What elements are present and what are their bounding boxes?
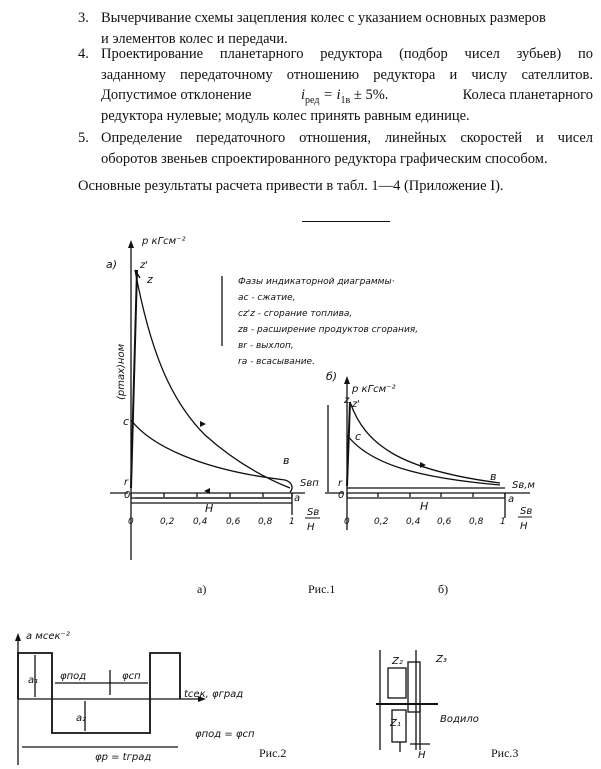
fig2-phi-p: φр = tград	[95, 752, 152, 763]
point-zero: 0	[338, 490, 345, 501]
x-tick: 0	[128, 517, 134, 527]
figure-1	[0, 230, 601, 570]
item-line: Вычерчивание схемы зацепления колес с указанием основных размеров	[101, 10, 546, 26]
fig1-caption-b: б)	[438, 582, 449, 596]
point-b: в	[490, 470, 497, 483]
legend-title: Фазы индикаторной диаграммы·	[238, 277, 395, 287]
item-line: Определение передаточного отношения, линейных скоростей и чисел	[101, 130, 593, 146]
x-tick: 0,6	[437, 517, 452, 527]
legend-item: zв - расширение продуктов сгорания,	[238, 325, 419, 335]
h-label: H	[205, 502, 214, 515]
fig1-label-b: б)	[326, 370, 338, 383]
fig2-y-axis: a мсек⁻²	[26, 631, 70, 642]
fig3-z1: Z₁	[390, 718, 401, 729]
item-number: 3.	[78, 10, 89, 26]
item-line: оборотов звеньев спроектированного редуктора графическим способом.	[101, 150, 548, 167]
frac-den: H	[307, 522, 315, 533]
point-r: r	[338, 478, 343, 489]
fig2-caption: Рис.2	[259, 746, 287, 760]
fig1-caption: Рис.1	[308, 582, 336, 596]
fig1-label-a: а)	[106, 258, 118, 271]
legend-item: ra - всасывание.	[238, 357, 315, 367]
fig3-z3: Z₃	[436, 654, 447, 665]
x-tick: 0,6	[226, 517, 241, 527]
point-z: z	[344, 395, 350, 406]
point-r: r	[124, 477, 129, 488]
item-number: 4.	[78, 46, 89, 62]
fig2-eq: φпод = φсп	[195, 729, 255, 740]
separator-line	[302, 221, 390, 222]
x-tick: 0,8	[469, 517, 484, 527]
item-line: Проектирование планетарного редуктора (подбор чисел зубьев) по	[101, 46, 593, 62]
fig3-h: H	[418, 750, 426, 761]
x-tick: 1	[500, 517, 506, 527]
formula: $i_{ред} = i_{1в} \pm 5\%$.	[301, 87, 389, 106]
legend-item: cz'z - сгорание топлива,	[238, 309, 353, 319]
fig1-caption-a: а)	[197, 582, 207, 596]
fig2-t-label: tсек, φград	[184, 689, 244, 700]
fig2-phi-pod: φпод	[60, 671, 87, 682]
point-c: c	[355, 430, 362, 443]
fig2-phi-sp: φсп	[122, 671, 141, 682]
s-label: Sв,м	[512, 480, 535, 491]
item-line: редуктора нулевые; модуль колес принять равным единице.	[101, 107, 470, 124]
figure-3	[370, 640, 510, 765]
point-c: c	[123, 415, 130, 428]
item-line: и элементов колес и передачи.	[101, 30, 288, 47]
x-tick: 0,4	[193, 517, 208, 527]
point-z: z	[147, 273, 153, 286]
fig3-z2: Z₂	[392, 656, 403, 667]
h-label: H	[420, 500, 429, 513]
figure-2	[0, 625, 280, 769]
x-tick: 0,2	[374, 517, 389, 527]
fig3-vodilo: Водило	[440, 714, 479, 725]
point-z1: z'	[352, 399, 360, 410]
legend-item: ac - сжатие,	[238, 293, 296, 303]
x-tick: 1	[289, 517, 295, 527]
item-5	[78, 128, 593, 170]
fig2-a1: a₁	[28, 675, 39, 686]
legend-item: вr - выхлоп,	[238, 341, 294, 351]
item-text: Допустимое отклонение	[101, 87, 252, 103]
point-zero: 0	[124, 490, 131, 501]
s-label: Sвп	[300, 478, 319, 489]
x-tick: 0	[344, 517, 350, 527]
frac-den: H	[520, 521, 528, 532]
summary-text: Основные результаты расчета привести в табл. 1—4 (Приложение I).	[78, 178, 504, 194]
x-tick: 0,8	[258, 517, 273, 527]
point-a: a	[294, 493, 301, 504]
fig1-y-axis-b: p кГсм⁻²	[352, 384, 396, 395]
item-number: 5.	[78, 130, 89, 146]
point-a: a	[508, 494, 515, 505]
point-b: в	[283, 454, 290, 467]
item-4	[78, 44, 593, 128]
item-line: заданному передаточному отношению редуктора и числу сателлитов.	[101, 66, 593, 83]
frac-num: Sв	[520, 506, 533, 517]
item-text: Колеса планетарного	[462, 87, 593, 103]
point-z1: z'	[140, 260, 148, 271]
x-tick: 0,2	[160, 517, 175, 527]
pmax-label: (pmax)ном	[116, 343, 127, 400]
frac-num: Sв	[307, 507, 320, 518]
fig1-y-axis-a: p кГсм⁻²	[142, 236, 186, 247]
item-line-formula	[101, 85, 593, 106]
fig3-caption: Рис.3	[491, 746, 519, 760]
fig2-a2: a₂	[76, 713, 87, 724]
x-tick: 0,4	[406, 517, 421, 527]
